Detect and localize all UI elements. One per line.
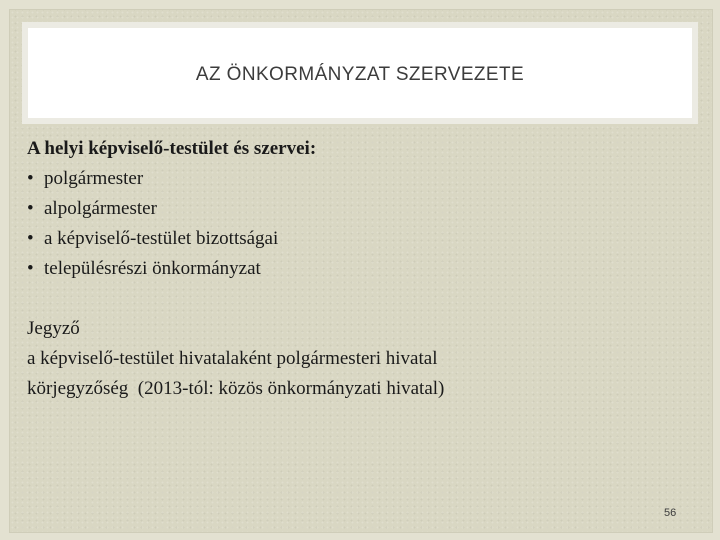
list-item xyxy=(27,194,687,224)
list-item-text: alpolgármester xyxy=(44,198,157,219)
text-line: körjegyzőség (2013-tól: közös önkormányzati hivatal) xyxy=(27,378,445,399)
bullet-icon: • xyxy=(27,228,34,249)
section-heading-bodies: A helyi képviselő-testület és szervei: xyxy=(27,138,317,159)
slide-content xyxy=(27,134,687,404)
bullet-list xyxy=(27,164,687,284)
text-line: a képviselő-testület hivatalaként polgármesteri hivatal xyxy=(27,348,438,369)
list-item xyxy=(27,164,687,194)
list-item-text: településrészi önkormányzat xyxy=(44,258,261,279)
title-box xyxy=(22,22,698,124)
list-item-text: polgármester xyxy=(44,168,144,189)
list-item xyxy=(27,224,687,254)
slide-title: AZ ÖNKORMÁNYZAT SZERVEZETE xyxy=(195,64,525,85)
list-item-text: a képviselő-testület bizottságai xyxy=(44,228,279,249)
bullet-icon: • xyxy=(27,258,34,279)
spacer xyxy=(27,284,687,314)
bullet-icon: • xyxy=(27,168,34,189)
section-heading-notary: Jegyző xyxy=(27,318,80,339)
bullet-icon: • xyxy=(27,198,34,219)
page-number: 56 xyxy=(664,507,677,519)
list-item xyxy=(27,254,687,284)
